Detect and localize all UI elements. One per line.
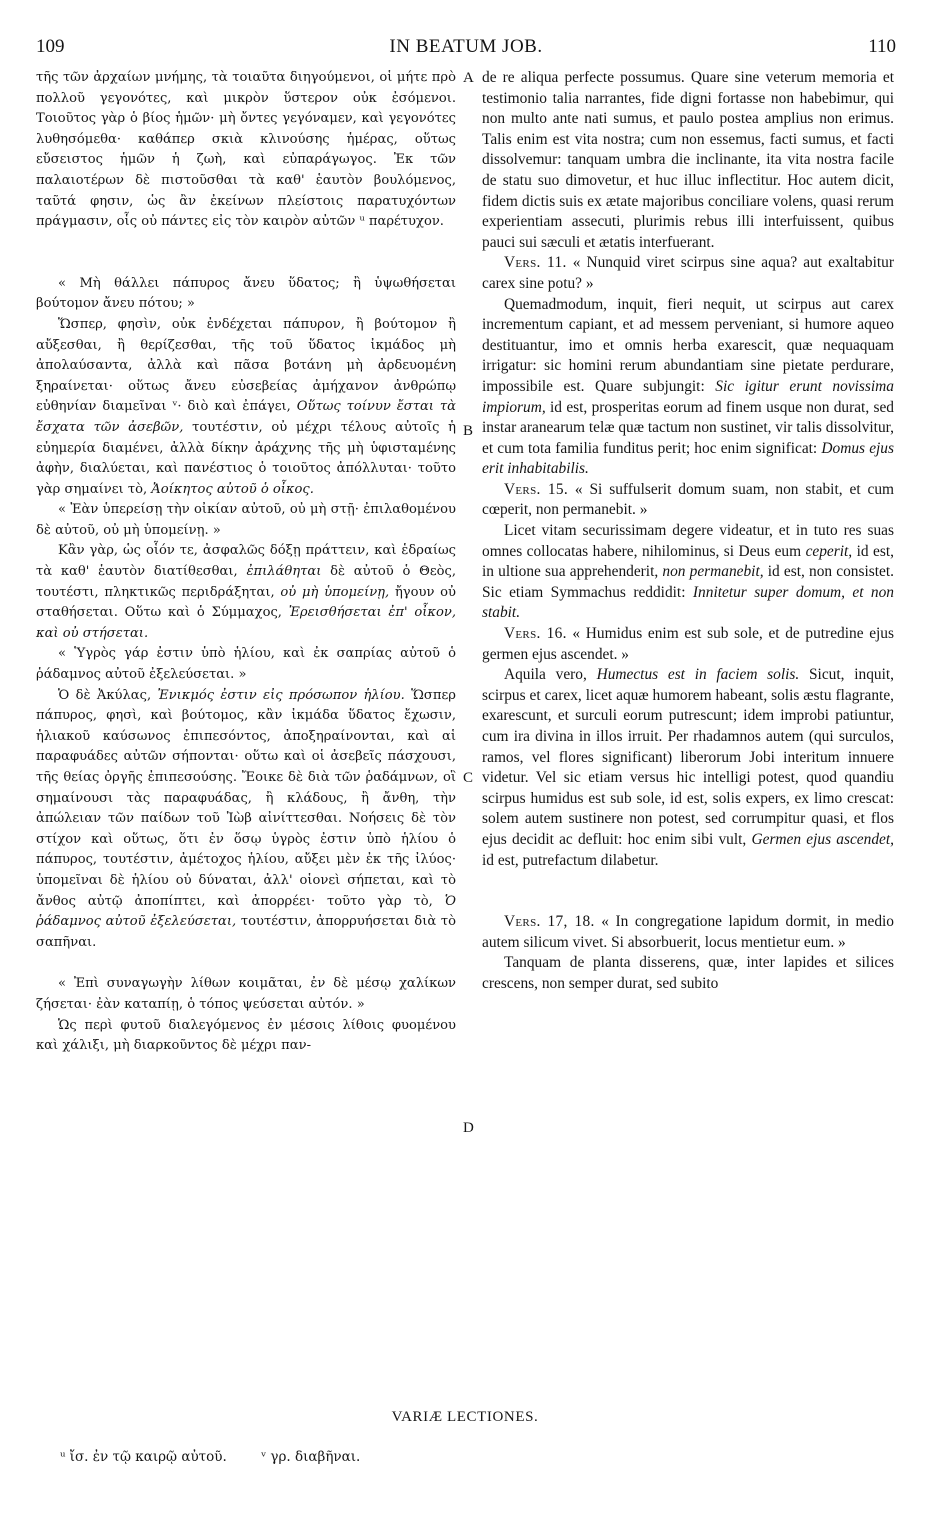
note-u: ᵘ ἴσ. ἐν τῷ καιρῷ αὐτοῦ. [60, 1449, 227, 1465]
latin-paragraph: Quemadmodum, inquit, fieri nequit, ut scirpus aut carex incrementum capiant, et ad messem perveniant, si humore aqueo destituantur, imo et omnis herba exarescit, quæ nequaquam irrigatur: sic homini rerum abundantiam sine pietate perdurare, impossibile est. Quare subjungit: Sic igitur erunt novissima impiorum, id est, prosperitas eorum ad finem usque non durat, sed instar aranearum telæ quæ tactum non sustinet, vir talis dissolvitur, et cum tota familia funditus perit; hoc enim significat: Domus ejus erit inhabitabilis. [482, 295, 894, 478]
greek-paragraph: Ὥσπερ, φησὶν, οὐκ ἐνδέχεται πάπυρον, ἢ βούτομον ἢ αὔξεσθαι, ἢ θερίζεσθαι, τῆς τοῦ ὕδατος ἰκμάδος μὴ ἀπολαύσαντα, ἀλλὰ καὶ πᾶσα βοτάνη μὴ ἀρδευομένη ξηραίνεται· οὕτως ἄνευ εὐσεβείας ἀμήχανον ἀνθρώπῳ εὐθηνίαν διαμεῖναι ᵛ· διὸ καὶ ἐπάγει, Οὕτως τοίνυν ἔσται τὰ ἔσχατα τῶν ἀσεβῶν, τουτέστιν, οὐ μέχρι τέλους αὐτοῖς ἡ εὐημερία διαμένει, ἀλλὰ δίκην ἀράχνης τῆς μὴ ὑφισταμένης ἀφὴν, διαλύεται, καὶ πανέστιος ὁ τοιοῦτος ἀπόλλυται· τοῦτο γὰρ σημαίνει τὸ, Ἀοίκητος αὐτοῦ ὁ οἶκος. [36, 316, 456, 497]
margin-letter-d: D [463, 1120, 474, 1136]
running-header [36, 32, 896, 62]
running-title: IN BEATUM JOB. [389, 36, 543, 57]
greek-paragraph: Ὁ δὲ Ἀκύλας, Ἐνικμός ἐστιν εἰς πρόσωπον ἡλίου. Ὥσπερ πάπυρος, φησὶ, καὶ βούτομος, κἂν ἰκμάδα ὕδατος ἔχωσιν, ἡλιακοῦ καύσωνος ἐπιπεσόντος, ἀποξηραίνονται, καὶ αἱ παραφυάδες αὐτῶν σήπονται· οὕτω καὶ οἱ ἀσεβεῖς πάσχουσι, τῆς θείας ὀργῆς ἐπιπεσούσης. Ἔοικε δὲ διὰ τῶν ῥαδάμνων, οἳ σημαίνουσι τὰς παραφυάδας, ἢ κλάδους, ἢ ἄνθη, τὴν ἀπώλειαν τῶν παίδων τοῦ Ἰὼβ αἰνίττεσθαι. Νοήσεις δὲ τὸν στίχον καὶ οὕτως, ὅτι ἐν ὅσῳ ὑγρὸς ἐστιν ὑπὸ ἡλίου ὁ πάπυρος, τουτέστιν, ἀμέτοχος ἡλίου, αὔξει μὲν ἐκ τῆς ἰλύος· ὑπομεῖναι δὲ ἡλίου οὐ δύναται, ἀλλ' οἱονεὶ σήπεται, καὶ τὸ ἄνθος αὐτῷ ἀποπίπτει, καὶ ἀπορρέει· τοῦτο γὰρ τὸ, Ὁ ῥάδαμνος αὐτοῦ ἐξελεύσεται, τουτέστιν, ἀπορρυήσεται διὰ τὸ σαπῆναι. [36, 687, 457, 950]
greek-paragraph: τῆς τῶν ἀρχαίων μνήμης, τὰ τοιαῦτα διηγούμενοι, οἱ μήτε πρὸ πολλοῦ γεγονότες, καὶ μικρὸν ὕστερον οὐκ ἐσόμενοι. Τοιοῦτος γὰρ ὁ βίος ἡμῶν· μὴ ὄντες γεγόναμεν, καὶ γεγονότες λυθησόμεθα· καθάπερ σκιὰ κλινούσης ἡμέρας, οὕτως εὔσειστος ἡμῶν ἡ ζωὴ, καὶ εὐπαράγωγος. Ἐκ τῶν παλαιοτέρων δὲ πιστοῦσθαι τὰ καθ' ἑαυτὸν βουλόμενος, ταῦτά φησιν, ὡς ἂν ἐκείνων πλείστοις παρατυχόντων πράγμασιν, οἷς οὐ πάντες εἰς τὸν καιρὸν αὐτῶν ᵘ παρέτυχον. [36, 70, 456, 230]
page-number-left: 109 [36, 36, 65, 57]
latin-paragraph: de re aliqua perfecte possumus. Quare sine veterum memoria et testimonio talia narrantes, fide digni fortasse non habebimur, qui non multo ante nati sumus, et paulo postea amplius non erimus. Talis enim est vita nostra; cum non essemus, facti sumus, et facti dissolvemur: tanquam umbra die inclinante, ita vita nostra facile de statu suo dimovetur, et huc illuc inflectitur. Hoc autem dicit, fidem dictis suis ex ætate majoribus conciliare volens, quasi rerum experientiam assecuti, plurimis rebus illi interfuissent, quibus pauci sui sæculi et ætatis interfuerant. [482, 69, 894, 251]
latin-paragraph: Aquila vero, Humectus est in faciem solis. Sicut, inquit, scirpus et carex, licet aquæ humorem habeant, solis æstu flagrante, exarescunt, et surculi eorum putrescunt; idem improbi patiuntur, cum ira divina in illos irruit. Per rhadamnos autem (qui surculos, ramos, vel flores significant) liberorum Jobi interitum innuere videtur. Vel sic etiam versus hic intelligi potest, quod quandiu scirpus humidus est sub sole, id est, solis expers, ex limo crescat: solem autem sustinere non potest, sed corrumpitur quasi, et flos ejus decidit ac defluit: hoc enim sibi vult, Germen ejus ascendet, id est, putrefactum dilabetur. [482, 666, 894, 869]
greek-column [36, 68, 456, 1057]
latin-lemma: Vers. 15. « Si suffulserit domum suam, non stabit, et cum cœperit, non permanebit. » [482, 480, 894, 519]
latin-paragraph: Tanquam de planta disserens, quæ, inter lapides et silices crescens, non semper durat, sed subito [482, 954, 894, 992]
greek-lemma: « Ὑγρὸς γάρ ἐστιν ὑπὸ ἡλίου, καὶ ἐκ σαπρίας αὐτοῦ ὁ ῥάδαμνος αὐτοῦ ἐξελεύσεται. » [36, 646, 456, 683]
greek-lemma: « Ἐὰν ὑπερείσῃ τὴν οἰκίαν αὐτοῦ, οὐ μὴ στῇ· ἐπιλαθομένου δὲ αὐτοῦ, οὐ μὴ ὑπομείνῃ. » [36, 502, 456, 538]
latin-lemma: Vers. 16. « Humidus enim est sub sole, et de putredine ejus germen ejus ascendet. » [482, 625, 894, 663]
latin-lemma: Vers. 17, 18. « In congregatione lapidum dormit, in medio autem silicum vivet. Si absorbuerit, locus mentietur eum. » [482, 913, 894, 951]
margin-letter-a: A [463, 70, 474, 86]
greek-lemma: « Μὴ θάλλει πάπυρος ἄνευ ὕδατος; ἢ ὑψωθήσεται βούτομον ἄνευ πότου; » [36, 275, 456, 312]
greek-paragraph: Ὡς περὶ φυτοῦ διαλεγόμενος ἐν μέσοις λίθοις φυομένου καὶ χάλιξι, μὴ διαρκοῦντος δὲ μέχρι παν- [36, 1017, 456, 1054]
note-v: ᵛ γρ. διαβῆναι. [261, 1449, 361, 1465]
variae-lectiones-title: VARIÆ LECTIONES. [391, 1409, 539, 1425]
greek-lemma: « Ἐπὶ συναγωγὴν λίθων κοιμᾶται, ἐν δὲ μέσῳ χαλίκων ζήσεται· ἐὰν καταπίῃ, ὁ τόπος ψεύσεται αὐτόν. » [36, 976, 456, 1012]
latin-column [482, 68, 894, 995]
page-number-right: 110 [868, 36, 896, 57]
variae-lectiones-notes [60, 1449, 760, 1465]
margin-letter-c: C [463, 770, 474, 786]
margin-letter-b: B [463, 423, 474, 439]
greek-paragraph: Κἂν γὰρ, ὡς οἷόν τε, ἀσφαλῶς δόξῃ πράττειν, καὶ ἑδραίως τὰ καθ' ἑαυτὸν διατίθεσθαι, ἐπιλάθηται δὲ αὐτοῦ ὁ Θεὸς, τουτέστι, πληκτικῶς περιδράξηται, οὐ μὴ ὑπομείνῃ, ἤγουν οὐ σταθήσεται. Οὕτω καὶ ὁ Σύμμαχος, Ἐρεισθήσεται ἐπ' οἶκον, καὶ οὐ στήσεται. [36, 543, 456, 641]
latin-lemma: Vers. 11. « Nunquid viret scirpus sine aqua? aut exaltabitur carex sine potu? » [482, 254, 894, 292]
latin-paragraph: Licet vitam securissimam degere videatur, et in tuto res suas omnes collocatas habere, nihilominus, si Deus eum ceperit, id est, in ultione sua apprehenderit, non permanebit, id est, non consistet. Sic etiam Symmachus reddidit: Innitetur super domum, et non stabit. [482, 522, 895, 622]
